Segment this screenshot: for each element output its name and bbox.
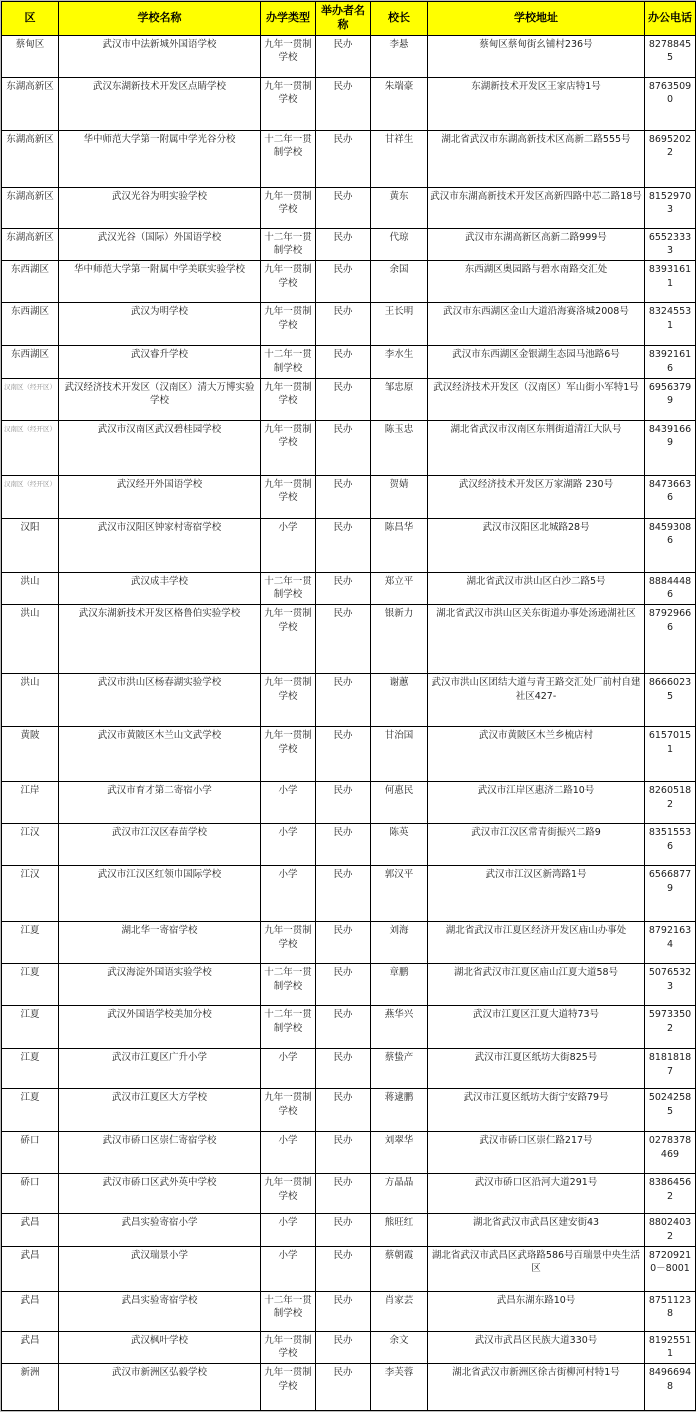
cell-organizer: 民办 [316,782,371,824]
cell-phone: 69563799 [645,378,696,420]
cell-school: 华中师范大学第一附属中学光谷分校 [59,130,261,187]
cell-address: 武汉市东湖高新区高新二路999号 [428,228,645,261]
cell-principal: 熊旺红 [371,1214,428,1247]
cell-principal: 甘治国 [371,727,428,782]
cell-phone: 82605182 [645,782,696,824]
column-header-school: 学校名称 [59,2,261,36]
cell-address: 武汉市硚口区沿河大道291号 [428,1174,645,1214]
table-header [2,2,696,36]
cell-address: 武汉市硚口区崇仁路217号 [428,1132,645,1174]
cell-phone: 59733502 [645,1006,696,1049]
cell-principal: 代琼 [371,228,428,261]
cell-phone: 50242585 [645,1089,696,1132]
table-row [2,782,696,824]
column-header-district: 区 [2,2,59,36]
cell-organizer: 民办 [316,378,371,420]
cell-organizer: 民办 [316,727,371,782]
cell-organizer: 民办 [316,1174,371,1214]
table-row [2,1331,696,1364]
cell-type: 十二年一贯制学校 [261,228,316,261]
table-row [2,35,696,77]
cell-type: 九年一贯制学校 [261,261,316,303]
cell-address: 湖北省武汉市江夏区庙山江夏大道58号 [428,964,645,1006]
cell-type: 小学 [261,1214,316,1247]
cell-school: 武昌实验寄宿小学 [59,1214,261,1247]
cell-principal: 贺婧 [371,475,428,518]
cell-type: 九年一贯制学校 [261,605,316,674]
cell-school: 武汉市育才第二寄宿小学 [59,782,261,824]
cell-type: 小学 [261,782,316,824]
cell-district: 武昌 [2,1331,59,1364]
cell-phone: 84593086 [645,518,696,572]
school-table [1,1,696,1411]
header-row [2,2,696,36]
cell-type: 九年一贯制学校 [261,475,316,518]
cell-phone: 86660235 [645,674,696,727]
cell-organizer: 民办 [316,922,371,964]
table-row [2,228,696,261]
cell-district: 江夏 [2,1006,59,1049]
table-row [2,727,696,782]
cell-phone: 87511238 [645,1291,696,1331]
table-row [2,1006,696,1049]
cell-district: 汉南区（经开区） [2,475,59,518]
cell-district: 武昌 [2,1291,59,1331]
column-header-address: 学校地址 [428,2,645,36]
cell-principal: 余国 [371,261,428,303]
cell-organizer: 民办 [316,866,371,922]
cell-district: 东西湖区 [2,261,59,303]
cell-address: 武汉市东西湖区金银湖生态园马池路6号 [428,346,645,379]
cell-address: 武昌东湖东路10号 [428,1291,645,1331]
cell-district: 江汉 [2,866,59,922]
cell-district: 汉南区（经开区） [2,420,59,475]
cell-organizer: 民办 [316,1006,371,1049]
cell-address: 湖北省武汉市武昌区武珞路586号百瑞景中央生活区 [428,1246,645,1291]
cell-address: 武汉市东湖高新技术开发区高新四路中芯二路18号 [428,187,645,228]
cell-phone: 88024032 [645,1214,696,1247]
cell-school: 武汉经开外国语学校 [59,475,261,518]
cell-principal: 肖家芸 [371,1291,428,1331]
cell-address: 湖北省武汉市汉南区东荆街道清江大队号 [428,420,645,475]
cell-district: 东湖高新区 [2,130,59,187]
cell-school: 武汉市江夏区大方学校 [59,1089,261,1132]
cell-type: 小学 [261,866,316,922]
cell-type: 小学 [261,1049,316,1089]
cell-principal: 刘海 [371,922,428,964]
cell-phone: 87635090 [645,77,696,130]
cell-address: 武汉市江汉区新湾路1号 [428,866,645,922]
table-row [2,605,696,674]
table-row [2,1246,696,1291]
table-row [2,187,696,228]
cell-principal: 燕华兴 [371,1006,428,1049]
cell-address: 东西湖区奥园路与碧水南路交汇处 [428,261,645,303]
cell-organizer: 民办 [316,228,371,261]
cell-organizer: 民办 [316,187,371,228]
cell-school: 武汉经济技术开发区（汉南区）清大万博实验学校 [59,378,261,420]
table-row [2,346,696,379]
table-row [2,1132,696,1174]
cell-organizer: 民办 [316,1214,371,1247]
table-row [2,964,696,1006]
cell-phone: 84966948 [645,1364,696,1411]
table-row [2,77,696,130]
table-row [2,824,696,866]
cell-type: 九年一贯制学校 [261,1364,316,1411]
cell-type: 九年一贯制学校 [261,187,316,228]
cell-phone: 87209210－8001 [645,1246,696,1291]
cell-school: 武汉市硚口区武外英中学校 [59,1174,261,1214]
cell-organizer: 民办 [316,605,371,674]
cell-type: 十二年一贯制学校 [261,964,316,1006]
cell-address: 湖北省武汉市武昌区建安街43 [428,1214,645,1247]
cell-district: 东湖高新区 [2,187,59,228]
cell-address: 湖北省武汉市洪山区关东街道办事处汤逊湖社区 [428,605,645,674]
table-row [2,922,696,964]
cell-address: 武汉市武昌区民族大道330号 [428,1331,645,1364]
cell-school: 武汉成丰学校 [59,572,261,605]
cell-school: 武汉市洪山区杨春湖实验学校 [59,674,261,727]
cell-district: 东西湖区 [2,303,59,346]
cell-organizer: 民办 [316,1132,371,1174]
cell-type: 九年一贯制学校 [261,35,316,77]
cell-type: 十二年一贯制学校 [261,1006,316,1049]
cell-phone: 0278378469 [645,1132,696,1174]
cell-organizer: 民办 [316,518,371,572]
cell-school: 武汉市中法新城外国语学校 [59,35,261,77]
cell-address: 湖北省武汉市洪山区白沙二路5号 [428,572,645,605]
cell-address: 湖北省武汉市江夏区经济开发区庙山办事处 [428,922,645,964]
cell-organizer: 民办 [316,1291,371,1331]
cell-type: 十二年一贯制学校 [261,1291,316,1331]
cell-school: 武汉市硚口区崇仁寄宿学校 [59,1132,261,1174]
column-header-phone: 办公电话 [645,2,696,36]
column-header-principal: 校长 [371,2,428,36]
cell-address: 武汉市江夏区纸坊大街宁安路79号 [428,1089,645,1132]
cell-phone: 81529703 [645,187,696,228]
cell-address: 武汉市江汉区常青街振兴二路9 [428,824,645,866]
cell-phone: 84391669 [645,420,696,475]
cell-phone: 88844486 [645,572,696,605]
cell-school: 武汉外国语学校美加分校 [59,1006,261,1049]
cell-address: 湖北省武汉市东湖高新技术区高新二路555号 [428,130,645,187]
cell-school: 武汉光谷（国际）外国语学校 [59,228,261,261]
cell-type: 九年一贯制学校 [261,420,316,475]
cell-address: 武汉市江夏区江夏大道特73号 [428,1006,645,1049]
cell-organizer: 民办 [316,674,371,727]
cell-principal: 银新力 [371,605,428,674]
cell-phone: 50765323 [645,964,696,1006]
cell-organizer: 民办 [316,964,371,1006]
cell-school: 武汉市黄陂区木兰山文武学校 [59,727,261,782]
cell-address: 东湖新技术开发区王家店特1号 [428,77,645,130]
cell-principal: 何惠民 [371,782,428,824]
cell-type: 十二年一贯制学校 [261,346,316,379]
cell-address: 武汉市洪山区团结大道与青王路交汇处厂前村自建社区427- [428,674,645,727]
table-row [2,1049,696,1089]
cell-district: 汉阳 [2,518,59,572]
cell-school: 武汉市汉阳区钟家村寄宿学校 [59,518,261,572]
cell-type: 九年一贯制学校 [261,674,316,727]
cell-address: 武汉市汉阳区北城路28号 [428,518,645,572]
cell-type: 九年一贯制学校 [261,922,316,964]
cell-organizer: 民办 [316,303,371,346]
cell-school: 武汉为明学校 [59,303,261,346]
cell-phone: 83245531 [645,303,696,346]
cell-address: 武汉市黄陂区木兰乡梳店村 [428,727,645,782]
cell-organizer: 民办 [316,346,371,379]
cell-district: 江夏 [2,964,59,1006]
table-row [2,1174,696,1214]
column-header-organizer: 举办者名称 [316,2,371,36]
cell-type: 九年一贯制学校 [261,77,316,130]
cell-organizer: 民办 [316,35,371,77]
cell-district: 黄陂 [2,727,59,782]
cell-principal: 蔡朝霞 [371,1246,428,1291]
cell-district: 硚口 [2,1132,59,1174]
cell-principal: 朱端豪 [371,77,428,130]
cell-principal: 李悬 [371,35,428,77]
cell-type: 十二年一贯制学校 [261,572,316,605]
cell-organizer: 民办 [316,1246,371,1291]
table-row [2,1089,696,1132]
cell-phone: 87921634 [645,922,696,964]
cell-address: 武汉经济技术开发区万家湖路 230号 [428,475,645,518]
cell-organizer: 民办 [316,1049,371,1089]
cell-district: 武昌 [2,1246,59,1291]
table-row [2,1364,696,1411]
cell-phone: 83864562 [645,1174,696,1214]
cell-principal: 章鹏 [371,964,428,1006]
cell-address: 武汉市东西湖区金山大道沿海赛洛城2008号 [428,303,645,346]
cell-phone: 81925511 [645,1331,696,1364]
cell-organizer: 民办 [316,1331,371,1364]
cell-principal: 陈英 [371,824,428,866]
cell-district: 东湖高新区 [2,228,59,261]
cell-address: 武汉市江夏区纸坊大街825号 [428,1049,645,1089]
cell-organizer: 民办 [316,572,371,605]
cell-type: 九年一贯制学校 [261,303,316,346]
cell-principal: 李水生 [371,346,428,379]
cell-phone: 87929666 [645,605,696,674]
table-row [2,475,696,518]
cell-district: 洪山 [2,605,59,674]
cell-principal: 谢蕙 [371,674,428,727]
cell-type: 九年一贯制学校 [261,378,316,420]
cell-phone: 82788455 [645,35,696,77]
cell-school: 湖北华一寄宿学校 [59,922,261,964]
table-row [2,378,696,420]
cell-school: 武汉光谷为明实验学校 [59,187,261,228]
cell-district: 蔡甸区 [2,35,59,77]
cell-phone: 81818187 [645,1049,696,1089]
cell-phone: 84736636 [645,475,696,518]
cell-school: 武汉市汉南区武汉碧桂园学校 [59,420,261,475]
cell-type: 九年一贯制学校 [261,727,316,782]
table-row [2,866,696,922]
cell-type: 小学 [261,1246,316,1291]
table-row [2,1214,696,1247]
cell-school: 武汉海淀外国语实验学校 [59,964,261,1006]
cell-school: 武汉瑞景小学 [59,1246,261,1291]
cell-type: 小学 [261,518,316,572]
cell-organizer: 民办 [316,77,371,130]
cell-district: 东湖高新区 [2,77,59,130]
cell-district: 武昌 [2,1214,59,1247]
cell-phone: 83515536 [645,824,696,866]
cell-type: 十二年一贯制学校 [261,130,316,187]
cell-phone: 83921616 [645,346,696,379]
cell-district: 洪山 [2,674,59,727]
cell-district: 洪山 [2,572,59,605]
table-row [2,674,696,727]
cell-phone: 86952022 [645,130,696,187]
cell-principal: 陈昌华 [371,518,428,572]
cell-organizer: 民办 [316,130,371,187]
cell-school: 武汉市江夏区广升小学 [59,1049,261,1089]
cell-organizer: 民办 [316,420,371,475]
cell-principal: 郭汉平 [371,866,428,922]
cell-type: 九年一贯制学校 [261,1089,316,1132]
cell-type: 九年一贯制学校 [261,1174,316,1214]
table-row [2,303,696,346]
cell-address: 武汉经济技术开发区（汉南区）军山街小军特1号 [428,378,645,420]
cell-school: 武汉枫叶学校 [59,1331,261,1364]
cell-school: 武汉睿升学校 [59,346,261,379]
table-row [2,1291,696,1331]
cell-phone: 61570151 [645,727,696,782]
cell-organizer: 民办 [316,261,371,303]
table-row [2,518,696,572]
cell-type: 小学 [261,824,316,866]
table-row [2,130,696,187]
cell-school: 武汉东湖新技术开发区点睛学校 [59,77,261,130]
cell-school: 华中师范大学第一附属中学美联实验学校 [59,261,261,303]
table-body [2,35,696,1411]
cell-district: 江岸 [2,782,59,824]
cell-address: 武汉市江岸区惠济二路10号 [428,782,645,824]
cell-principal: 王长明 [371,303,428,346]
cell-organizer: 民办 [316,824,371,866]
table-row [2,420,696,475]
cell-type: 九年一贯制学校 [261,1331,316,1364]
cell-address: 蔡甸区蔡甸街幺铺村236号 [428,35,645,77]
cell-district: 东西湖区 [2,346,59,379]
cell-principal: 方晶晶 [371,1174,428,1214]
cell-district: 江夏 [2,1089,59,1132]
cell-address: 湖北省武汉市新洲区徐古街柳河村特1号 [428,1364,645,1411]
cell-school: 武昌实验寄宿学校 [59,1291,261,1331]
cell-school: 武汉东湖新技术开发区格鲁伯实验学校 [59,605,261,674]
cell-school: 武汉市新洲区弘毅学校 [59,1364,261,1411]
cell-organizer: 民办 [316,1364,371,1411]
table-row [2,261,696,303]
column-header-type: 办学类型 [261,2,316,36]
cell-principal: 邹忠原 [371,378,428,420]
cell-district: 江汉 [2,824,59,866]
cell-principal: 黄东 [371,187,428,228]
cell-district: 江夏 [2,1049,59,1089]
cell-principal: 郑立平 [371,572,428,605]
cell-principal: 蔡蛰产 [371,1049,428,1089]
cell-district: 新洲 [2,1364,59,1411]
cell-principal: 陈玉忠 [371,420,428,475]
cell-type: 小学 [261,1132,316,1174]
cell-school: 武汉市江汉区红领巾国际学校 [59,866,261,922]
cell-district: 硚口 [2,1174,59,1214]
cell-district: 汉南区（经开区） [2,378,59,420]
cell-principal: 蒋逮鹏 [371,1089,428,1132]
cell-phone: 83931611 [645,261,696,303]
cell-phone: 65523333 [645,228,696,261]
cell-organizer: 民办 [316,475,371,518]
cell-principal: 甘祥生 [371,130,428,187]
table-row [2,572,696,605]
cell-principal: 刘翠华 [371,1132,428,1174]
cell-organizer: 民办 [316,1089,371,1132]
cell-principal: 余文 [371,1331,428,1364]
cell-district: 江夏 [2,922,59,964]
cell-principal: 李芙蓉 [371,1364,428,1411]
cell-school: 武汉市江汉区春苗学校 [59,824,261,866]
cell-phone: 65668779 [645,866,696,922]
